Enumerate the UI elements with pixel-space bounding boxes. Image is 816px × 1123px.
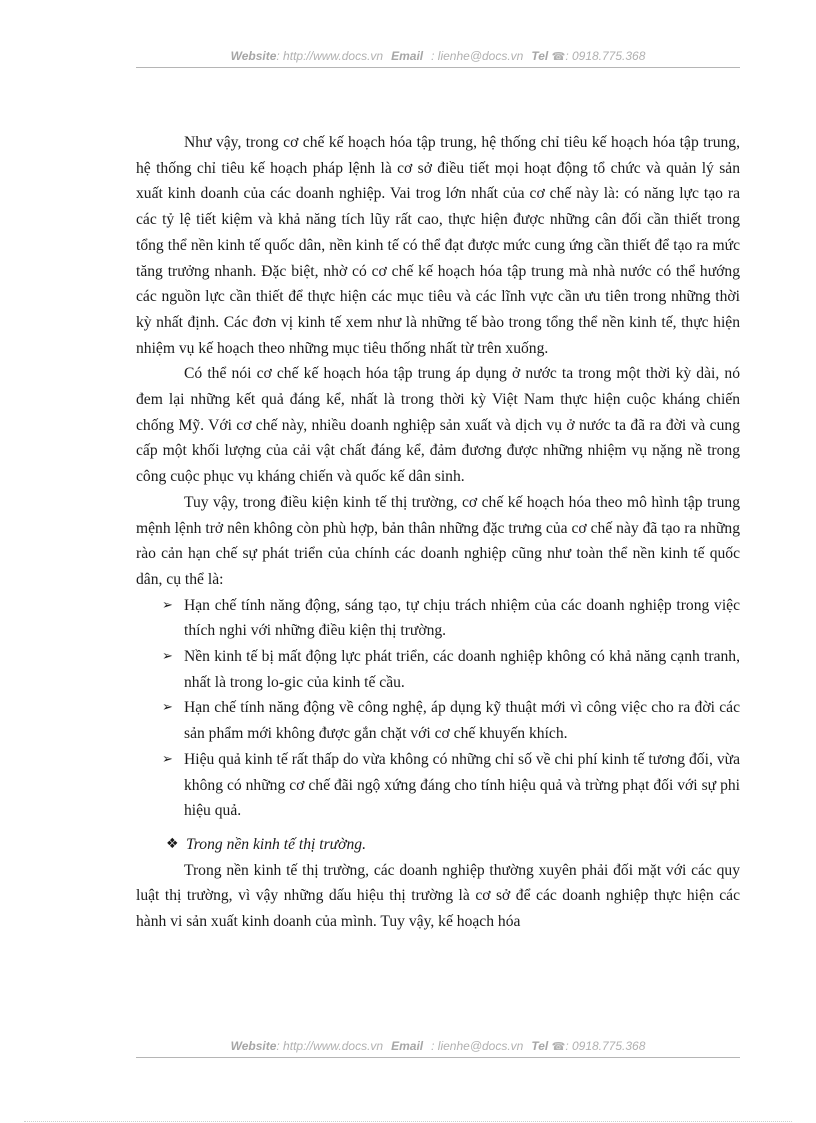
list-item: [136, 695, 740, 746]
footer-email-link[interactable]: : lienhe@docs.vn: [431, 1039, 524, 1053]
header-email-label: Email: [391, 49, 424, 63]
list-item-text: Nền kinh tế bị mất động lực phát triển, các doanh nghiệp không có khả năng cạnh tranh, nhất là trong lo-gic của kinh tế cầu.: [184, 648, 740, 691]
header-tel-label: Tel: [531, 49, 549, 63]
phone-icon: ☎: [551, 51, 566, 63]
section-heading: [136, 832, 740, 858]
page-footer: [136, 1038, 740, 1058]
header-tel-value: : 0918.775.368: [565, 49, 646, 63]
header-email-link[interactable]: : lienhe@docs.vn: [431, 49, 524, 63]
bullet-list: [136, 593, 740, 824]
arrow-bullet-icon: ➢: [162, 751, 173, 767]
header-rule: [136, 67, 740, 68]
arrow-bullet-icon: ➢: [162, 597, 173, 613]
footer-tel-value: : 0918.775.368: [565, 1039, 646, 1053]
diamond-bullet-icon: ❖: [166, 835, 179, 852]
paragraph: Trong nền kinh tế thị trường, các doanh nghiệp thường xuyên phải đối mặt với các quy luật thị trường, vì vậy những dấu hiệu thị trường là cơ sở để các doanh nghiệp thực hiện các hành vi sản xuất kinh doanh của mình. Tuy vậy, kế hoạch hóa: [136, 861, 740, 931]
page-header: [136, 48, 740, 68]
paragraph: Có thể nói cơ chế kế hoạch hóa tập trung áp dụng ở nước ta trong một thời kỳ dài, nó đem lại những kết quả đáng kể, nhất là trong thời kỳ Việt Nam thực hiện cuộc kháng chiến chống Mỹ. Với cơ chế này, nhiều doanh nghiệp sản xuất và dịch vụ ở nước ta đã ra đời và cung cấp một khối lượng của cải vật chất đáng kể, đảm đương được những nhiệm vụ nặng nề trong công cuộc phục vụ kháng chiến và quốc kế dân sinh.: [136, 365, 740, 486]
list-item: [136, 593, 740, 644]
arrow-bullet-icon: ➢: [162, 700, 173, 716]
footer-website-label: Website: [230, 1039, 277, 1053]
arrow-bullet-icon: ➢: [162, 649, 173, 665]
footer-email-label: Email: [391, 1039, 424, 1053]
header-website-label: Website: [230, 49, 277, 63]
document-body: [136, 130, 740, 935]
list-item-text: Hạn chế tính năng động về công nghệ, áp dụng kỹ thuật mới vì công việc cho ra đời các sản phẩm mới không được gắn chặt với cơ chế khuyến khích.: [184, 699, 740, 743]
list-item-text: Hiệu quả kinh tế rất thấp do vừa không có những chỉ số về chi phí kinh tế tương đối, vừa không có những cơ chế đãi ngộ xứng đáng cho tính hiệu quả và trừng phạt đối với sự phi hiệu quả.: [184, 750, 740, 820]
footer-website-link[interactable]: : http://www.docs.vn: [276, 1039, 384, 1053]
header-website-link[interactable]: : http://www.docs.vn: [276, 49, 384, 63]
footer-rule: [136, 1057, 740, 1058]
footer-tel-label: Tel: [531, 1039, 549, 1053]
page-edge-divider: [24, 1121, 792, 1122]
section-title: Trong nền kinh tế thị trường.: [186, 835, 366, 853]
list-item-text: Hạn chế tính năng động, sáng tạo, tự chịu trách nhiệm của các doanh nghiệp trong việc thích nghi với những điều kiện thị trường.: [184, 596, 740, 640]
paragraph: Như vậy, trong cơ chế kế hoạch hóa tập trung, hệ thống chỉ tiêu kế hoạch hóa tập trung, hệ thống chỉ tiêu kế hoạch pháp lệnh là cơ sở điều tiết mọi hoạt động tổ chức và quản lý sản xuất kinh doanh của các doanh nghiệp. Vai trog lớn nhất của cơ chế này là: có năng lực tạo ra các tỷ lệ tiết kiệm và khả năng tích lũy rất cao, thực hiện được những cân đối cần thiết trong tổng thể nền kinh tế quốc dân, nền kinh tế có thể đạt được mức cung ứng cần thiết để tạo ra mức tăng trưởng nhanh. Đặc biệt, nhờ có cơ chế kế hoạch hóa tập trung mà nhà nước có thể hướng các nguồn lực cần thiết để thực hiện các mục tiêu và các lĩnh vực cần ưu tiên trong những thời kỳ nhất định. Các đơn vị kinh tế xem như là những tế bào trong tổng thể nền kinh tế, thực hiện nhiệm vụ kế hoạch theo những mục tiêu thống nhất từ trên xuống.: [136, 134, 740, 357]
phone-icon: ☎: [551, 1041, 566, 1053]
paragraph: Tuy vậy, trong điều kiện kinh tế thị trường, cơ chế kế hoạch hóa theo mô hình tập trung mệnh lệnh trở nên không còn phù hợp, bản thân những đặc trưng của cơ chế này đã tạo ra những rào cản hạn chế sự phát triển của chính các doanh nghiệp cũng như toàn thể nền kinh tế quốc dân, cụ thể là:: [136, 493, 740, 588]
list-item: [136, 644, 740, 695]
list-item: [136, 747, 740, 824]
